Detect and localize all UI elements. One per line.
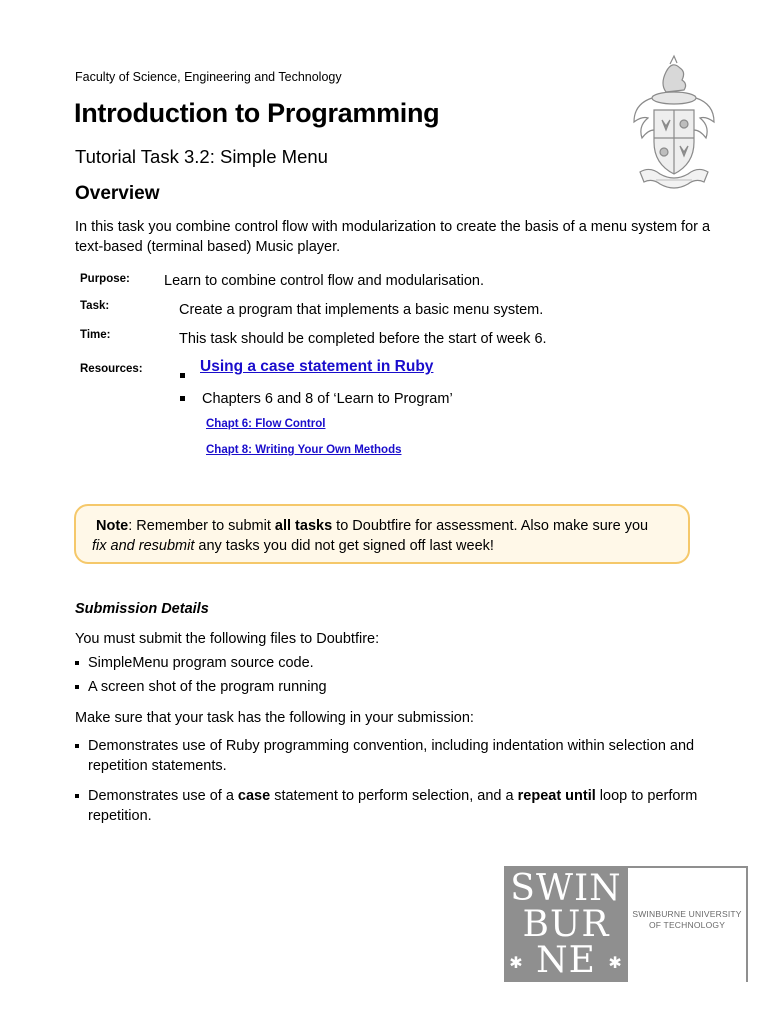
logo-caption-line-2: OF TECHNOLOGY [648, 920, 726, 930]
logo-caption-line-1: SWINBURNE UNIVERSITY [632, 909, 742, 919]
bullet-icon [75, 661, 79, 665]
list-item [75, 653, 314, 673]
requirement-2 [88, 786, 715, 826]
bullet-icon [180, 373, 185, 378]
make-sure-text: Make sure that your task has the following in your submission: [75, 710, 474, 726]
list-item [75, 677, 327, 697]
swinburne-logo [504, 866, 628, 982]
req2-text-c: statement to perform selection, and a [270, 788, 518, 804]
purpose-value: Learn to combine control flow and modularisation. [164, 273, 484, 289]
submission-intro: You must submit the following files to Doubtfire: [75, 631, 380, 647]
list-item [75, 736, 715, 776]
star-icon: ✱ [608, 953, 623, 972]
bullet-icon [180, 396, 185, 401]
note-line-2 [92, 536, 670, 556]
purpose-label: Purpose: [80, 273, 130, 285]
note-text-2: to Doubtfire for assessment. Also make sure you [332, 518, 649, 534]
note-text-3: any tasks you did not get signed off last week! [194, 538, 494, 554]
time-value: This task should be completed before the start of week 6. [179, 331, 547, 347]
submission-heading: Submission Details [75, 601, 209, 617]
time-label: Time: [80, 329, 111, 341]
chapters-text: Chapters 6 and 8 of ‘Learn to Program’ [202, 391, 453, 407]
file-item-1: SimpleMenu program source code. [88, 655, 314, 671]
star-icon: ✱ [509, 953, 524, 972]
logo-line-1: SWIN [510, 868, 622, 909]
note-line-1 [92, 516, 670, 536]
chapter-6-link[interactable]: Chapt 6: Flow Control [206, 418, 326, 430]
case-statement-link[interactable]: Using a case statement in Ruby [200, 358, 434, 375]
requirement-1: Demonstrates use of Ruby programming convention, including indentation within selection and repetition statements. [88, 738, 695, 774]
overview-heading: Overview [75, 183, 160, 204]
overview-paragraph: In this task you combine control flow with modularization to create the basis of a menu system for a text-based (terminal based) Music player. [75, 219, 711, 255]
list-item [75, 786, 715, 826]
resources-label: Resources: [80, 363, 143, 375]
logo-line-2: BUR [522, 904, 610, 945]
file-item-2: A screen shot of the program running [88, 679, 327, 695]
task-label: Task: [80, 300, 110, 312]
page-title: Introduction to Programming [74, 98, 440, 128]
logo-caption-box [628, 866, 748, 982]
bullet-icon [75, 744, 79, 748]
logo-line-3 [504, 940, 628, 981]
logo-ne-text: NE [536, 940, 596, 981]
note-italic: fix and resubmit [92, 538, 195, 554]
req2-case: case [237, 788, 271, 804]
bullet-icon [75, 685, 79, 689]
faculty-name: Faculty of Science, Engineering and Technology [75, 70, 342, 84]
task-subtitle: Tutorial Task 3.2: Simple Menu [75, 146, 328, 167]
req2-text-e: loop to perform repetition. [88, 788, 698, 824]
university-crest-icon [626, 54, 722, 204]
task-value: Create a program that implements a basic menu system. [179, 302, 544, 318]
note-text-1: : Remember to submit [128, 518, 275, 534]
req2-text-a: Demonstrates use of a [88, 788, 238, 804]
note-label: Note [96, 518, 129, 534]
logo-caption [628, 909, 746, 931]
chapter-8-link[interactable]: Chapt 8: Writing Your Own Methods [206, 444, 402, 456]
req2-repeat-until: repeat until [517, 788, 596, 804]
bullet-icon [75, 794, 79, 798]
note-bold-all-tasks: all tasks [274, 518, 333, 534]
note-box [74, 504, 690, 564]
